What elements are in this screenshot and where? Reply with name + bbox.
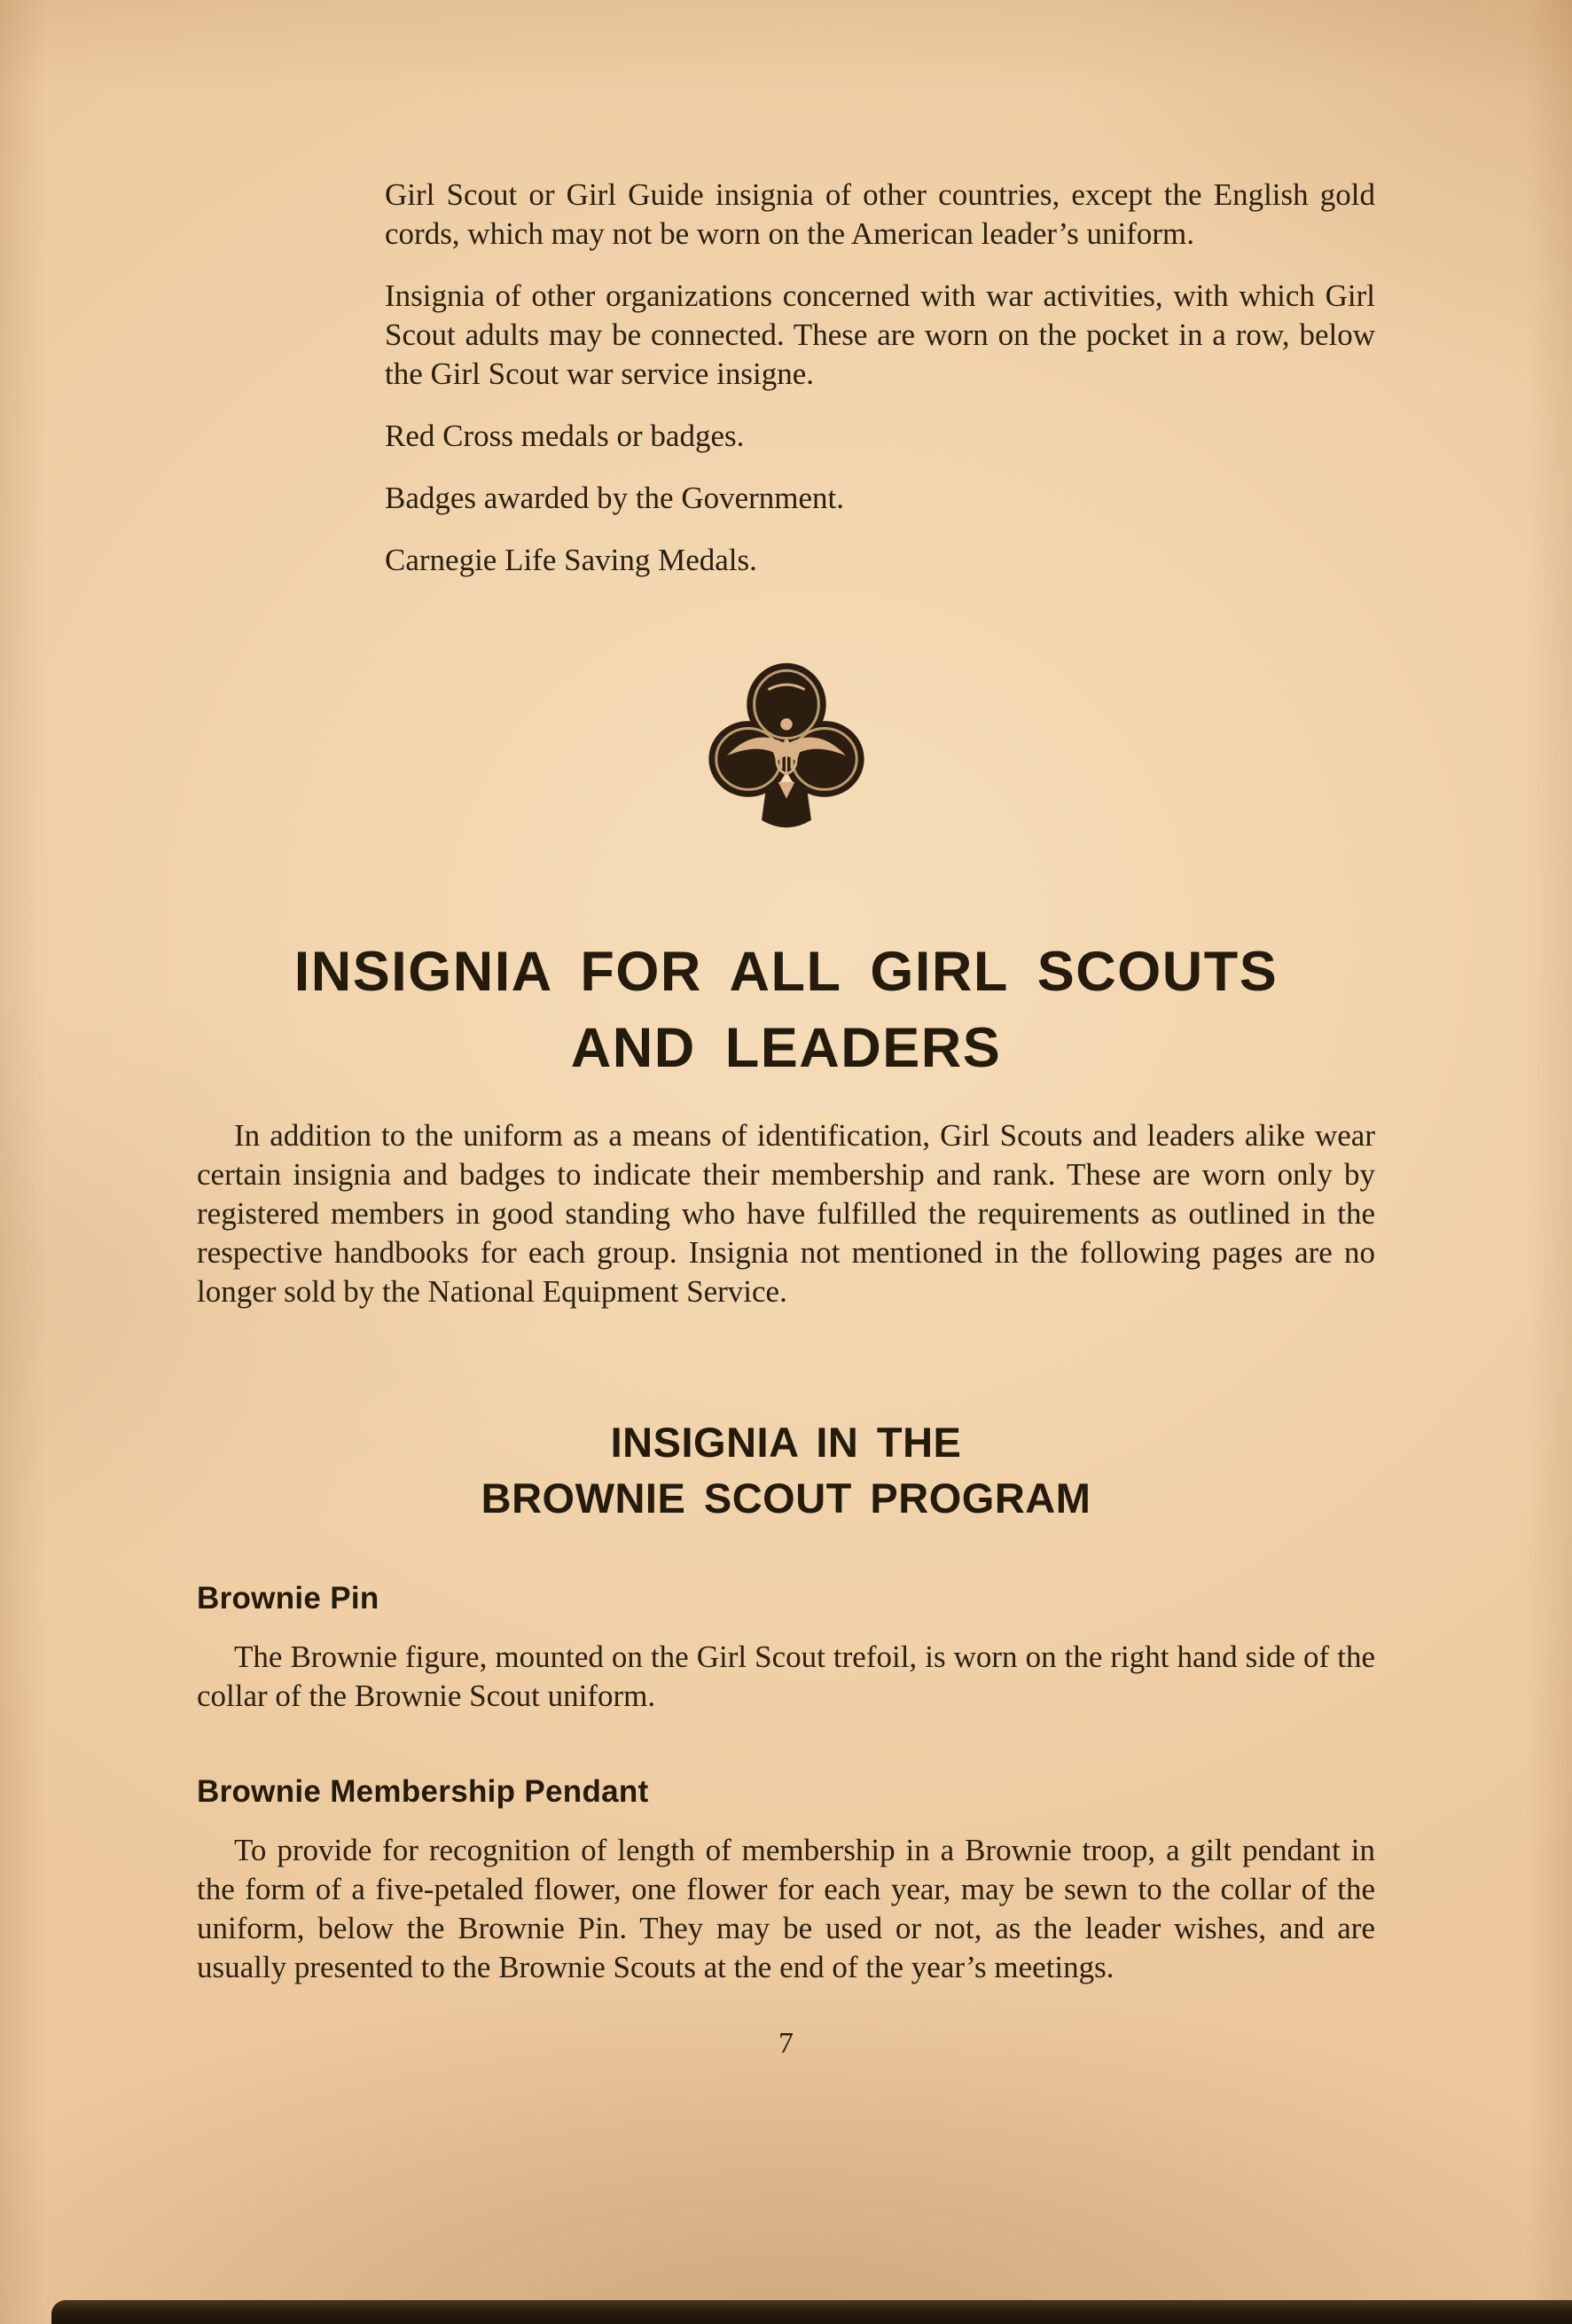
brownie-section-heading-line1: INSIGNIA IN THE (610, 1419, 962, 1466)
scan-edge-shadow (51, 2300, 1572, 2324)
brownie-pin-paragraph: The Brownie figure, mounted on the Girl Scout trefoil, is worn on the right hand side of the collar of the Brownie Scout uniform. (197, 1639, 1375, 1713)
insignia-rules-list (385, 176, 1375, 580)
list-paragraph: Carnegie Life Saving Medals. (385, 543, 757, 577)
list-paragraph: Insignia of other organizations concerned with war activities, with which Girl Scout adults may be connected. These are worn on the pocket in a row, below the Girl Scout war service insigne. (385, 278, 1375, 391)
intro-paragraph: In addition to the uniform as a means of identification, Girl Scouts and leaders alike wear certain insignia and badges to indicate their membership and rank. These are worn only by registered members in good standing who have fulfilled the requirements as outlined in the respective handbooks for each group. Insignia not mentioned in the following pages are no longer sold by the National Equipment Service. (197, 1118, 1375, 1309)
brownie-section-heading-line2: BROWNIE SCOUT PROGRAM (481, 1475, 1091, 1522)
list-paragraph: Girl Scout or Girl Guide insignia of other countries, except the English gold cords, which may not be worn on the American leader’s uniform. (385, 177, 1375, 251)
list-paragraph: Badges awarded by the Government. (385, 481, 845, 515)
list-paragraph: Red Cross medals or badges. (385, 419, 745, 453)
main-heading (197, 934, 1375, 1086)
main-heading-line2: AND LEADERS (570, 1017, 1002, 1079)
brownie-pin-heading: Brownie Pin (197, 1581, 379, 1616)
brownie-section-heading (197, 1414, 1375, 1526)
brownie-pendant-paragraph: To provide for recognition of length of membership in a Brownie troop, a gilt pendant in the form of a five-petaled flower, one flower for each year, may be sewn to the collar of the uniform, below the Brownie Pin. They may be used or not, as the leader wishes, and are usually presented to the Brownie Scouts at the end of the year’s meetings. (197, 1833, 1375, 1984)
trefoil-eagle-icon (703, 661, 870, 843)
page-number: 7 (778, 2027, 794, 2060)
main-heading-line1: INSIGNIA FOR ALL GIRL SCOUTS (293, 941, 1279, 1003)
brownie-pendant-heading: Brownie Membership Pendant (197, 1774, 649, 1809)
girl-scout-emblem (703, 661, 870, 843)
